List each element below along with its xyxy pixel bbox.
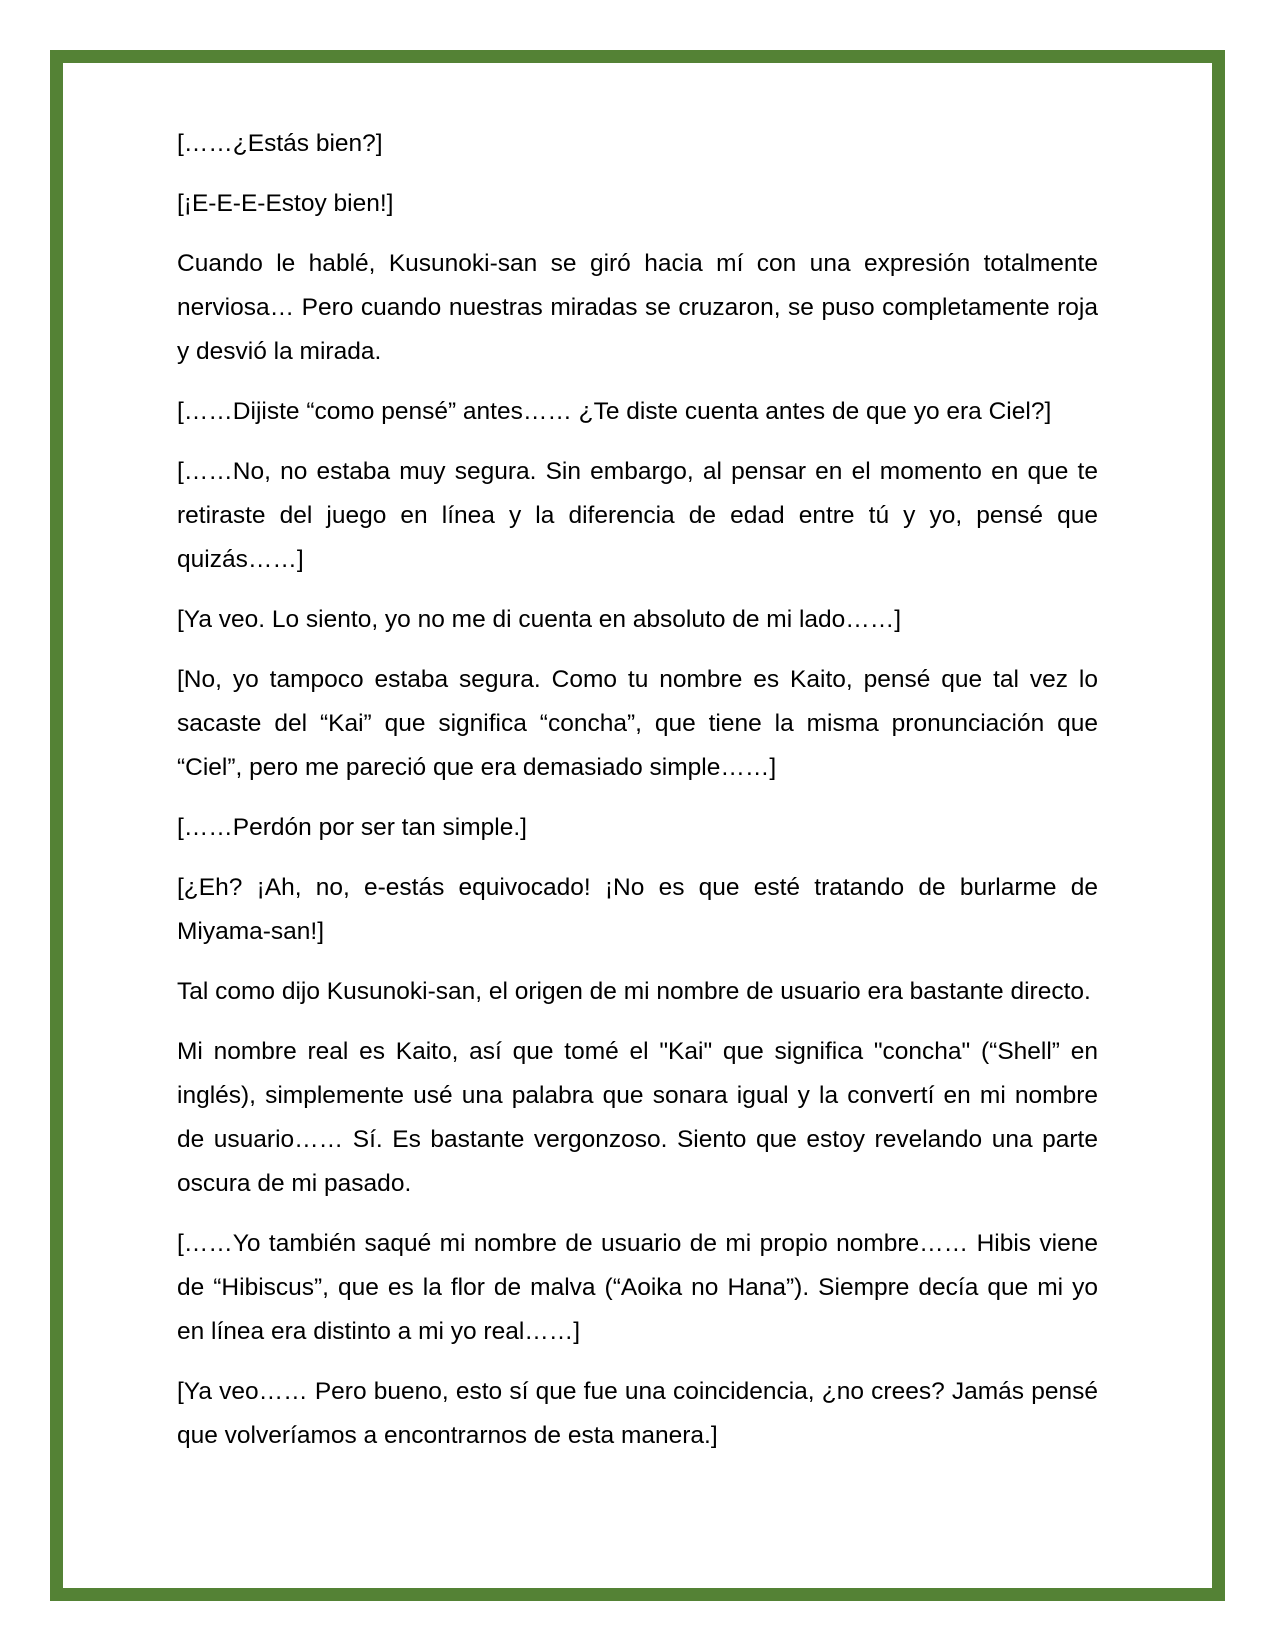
paragraph: [¿Eh? ¡Ah, no, e-estás equivocado! ¡No es que esté tratando de burlarme de Miyama-san!] (177, 874, 1098, 945)
paragraph: [Ya veo…… Pero bueno, esto sí que fue una coincidencia, ¿no crees? Jamás pensé que volveríamos a encontrarnos de esta manera.] (177, 1378, 1098, 1449)
paragraph: Cuando le hablé, Kusunoki-san se giró hacia mí con una expresión totalmente nerviosa… Pero cuando nuestras miradas se cruzaron, se puso completamente roja y desvió la mirada. (177, 250, 1098, 365)
paragraph: [¡E-E-E-Estoy bien!] (177, 190, 394, 217)
paragraph: [……Perdón por ser tan simple.] (177, 814, 527, 841)
paragraph: [No, yo tampoco estaba segura. Como tu nombre es Kaito, pensé que tal vez lo sacaste del “Kai” que significa “concha”, que tiene la misma pronunciación que “Ciel”, pero me pareció que era demasiado simple……] (177, 666, 1098, 781)
paragraph: [……¿Estás bien?] (177, 130, 383, 157)
paragraph: [Ya veo. Lo siento, yo no me di cuenta en absoluto de mi lado……] (177, 606, 902, 633)
paragraph: [……Yo también saqué mi nombre de usuario de mi propio nombre…… Hibis viene de “Hibiscus”, que es la flor de malva (“Aoika no Hana”). Siempre decía que mi yo en línea era distinto a mi yo real……] (177, 1230, 1098, 1345)
paragraph: [……Dijiste “como pensé” antes…… ¿Te diste cuenta antes de que yo era Ciel?] (177, 398, 1052, 425)
paragraph: Mi nombre real es Kaito, así que tomé el "Kai" que significa "concha" (“Shell” en inglés), simplemente usé una palabra que sonara igual y la convertí en mi nombre de usuario…… Sí. Es bastante vergonzoso. Siento que estoy revelando una parte oscura de mi pasado. (177, 1038, 1098, 1197)
paragraph: [……No, no estaba muy segura. Sin embargo, al pensar en el momento en que te retiraste del juego en línea y la diferencia de edad entre tú y yo, pensé que quizás……] (177, 458, 1098, 573)
paragraph: Tal como dijo Kusunoki-san, el origen de mi nombre de usuario era bastante directo. (177, 978, 1091, 1005)
document-body (177, 122, 1098, 1474)
